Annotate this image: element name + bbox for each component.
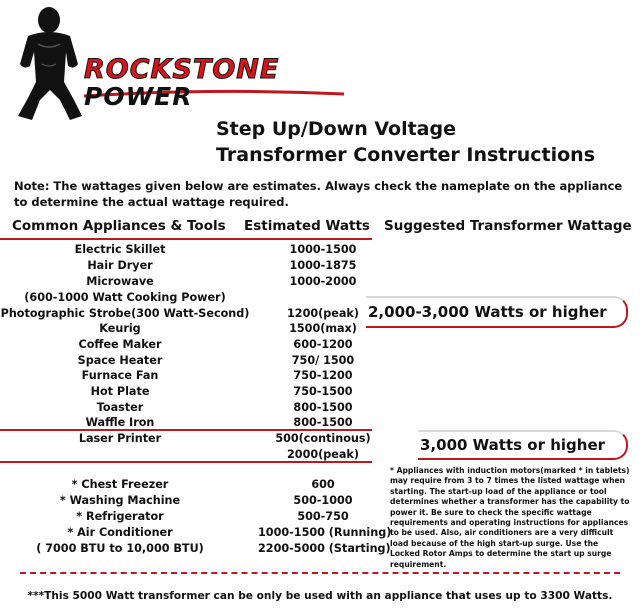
table-row-watts: 500-750 bbox=[297, 510, 349, 523]
table-row-name: Coffee Maker bbox=[78, 338, 162, 351]
page-title-line2: Transformer Converter Instructions bbox=[216, 144, 596, 166]
table-row-name: Laser Printer bbox=[78, 432, 162, 445]
header-suggested: Suggested Transformer Wattage bbox=[384, 218, 632, 234]
table-row-watts: 2000(peak) bbox=[287, 448, 359, 461]
table-row-name: Furnace Fan bbox=[81, 369, 159, 382]
logo-figure-icon bbox=[14, 4, 84, 124]
note-text: Note: The wattages given below are estimates. Always check the nameplate on the appliance to determine the actual wattage required. bbox=[14, 179, 623, 209]
table-row-name: ( 7000 BTU to 10,000 BTU) bbox=[36, 542, 204, 555]
fine-print: * Appliances with induction motors(marked * in tablets) may require from 3 to 7 times the listed wattage when starting. The start-up load of the appliance or tool determines whether a transformer has the capability to power it. Be sure to check the specific wattage requirements and operating instructions for appliances to be used. Also, air conditioners are a very difficult load because of the high start-up surge. Use the Locked Rotor Amps to determine the start up surge requirement. bbox=[390, 466, 630, 569]
header-divider bbox=[0, 238, 372, 240]
table-row-watts: 2200-5000 (Starting) bbox=[258, 542, 391, 555]
table-row-watts: 500-1000 bbox=[293, 494, 353, 507]
table-row-watts: 500(continous) bbox=[275, 432, 371, 445]
brand-subname: POWER bbox=[84, 82, 193, 111]
brand-name: ROCKSTONE bbox=[84, 54, 280, 85]
table-row-name: * Refrigerator bbox=[76, 510, 164, 523]
table-row-watts: 1000-1500 bbox=[289, 243, 357, 256]
table-row-name: * Washing Machine bbox=[59, 494, 181, 507]
section-divider-2 bbox=[0, 461, 372, 463]
table-row-watts: 750/ 1500 bbox=[291, 354, 355, 367]
table-row-name: Photographic Strobe(300 Watt-Second) bbox=[0, 307, 250, 320]
suggest-tier2-badge bbox=[418, 430, 628, 460]
footer-divider bbox=[20, 572, 620, 574]
table-row-name: Hot Plate bbox=[90, 385, 150, 398]
table-row-watts: 1000-2000 bbox=[289, 275, 357, 288]
table-row-name: Keurig bbox=[99, 322, 141, 335]
table-row-name: Waffle Iron bbox=[85, 416, 155, 429]
table-row-watts: 750-1500 bbox=[293, 385, 353, 398]
header-watts: Estimated Watts bbox=[244, 218, 370, 234]
suggest-tier1-label: 2,000-3,000 Watts or higher bbox=[368, 303, 607, 321]
table-row-watts: 750-1200 bbox=[293, 369, 353, 382]
footer-text: ***This 5000 Watt transformer can be only be used with an appliance that uses up to 3300 Watts. bbox=[27, 590, 613, 602]
table-row-watts: 1200(peak) bbox=[287, 307, 359, 320]
table-row-name: Space Heater bbox=[77, 354, 163, 367]
table-row-name: Electric Skillet bbox=[74, 243, 166, 256]
table-row-watts: 1000-1500 (Running) bbox=[258, 526, 392, 539]
table-row-watts: 1500(max) bbox=[289, 322, 357, 335]
table-row-name: Microwave bbox=[86, 275, 154, 288]
table-row-watts: 600 bbox=[311, 478, 335, 491]
table-row-name: * Chest Freezer bbox=[71, 478, 169, 491]
suggest-tier2-label: 3,000 Watts or higher bbox=[420, 436, 606, 454]
section-divider-1 bbox=[0, 429, 372, 431]
table-row-name: * Air Conditioner bbox=[67, 526, 173, 539]
table-row-watts: 600-1200 bbox=[293, 338, 353, 351]
header-appliances: Common Appliances & Tools bbox=[12, 218, 226, 234]
table-row-watts: 1000-1875 bbox=[289, 259, 357, 272]
table-row-name: Hair Dryer bbox=[87, 259, 153, 272]
suggest-tier1-badge bbox=[366, 296, 628, 328]
table-row-name: Toaster bbox=[96, 401, 144, 414]
table-row-watts: 800-1500 bbox=[293, 401, 353, 414]
table-row-watts: 800-1500 bbox=[293, 416, 353, 429]
table-row-name: (600-1000 Watt Cooking Power) bbox=[24, 291, 226, 304]
page-title-line1: Step Up/Down Voltage bbox=[216, 118, 456, 140]
